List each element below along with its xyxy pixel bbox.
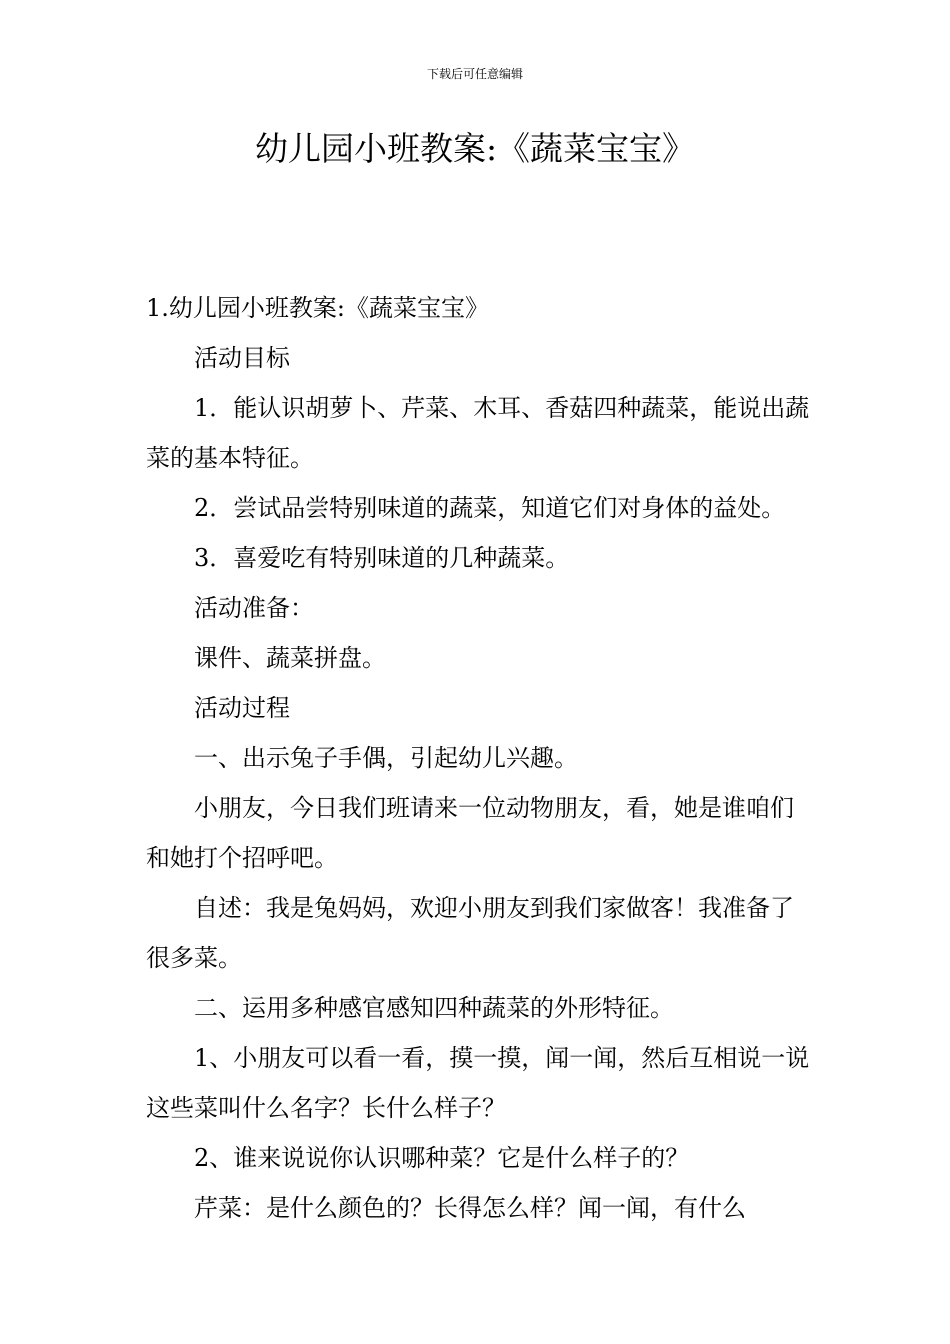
paragraph-goals-heading: 活动目标 — [194, 344, 290, 372]
paragraph-step-1: 一、出示兔子手偶，引起幼儿兴趣。 — [194, 744, 578, 772]
paragraph-step-1-speech: 小朋友，今日我们班请来一位动物朋友，看，她是谁咱们和她打个招呼吧。 — [146, 794, 794, 872]
paragraph-goal-2: 2．尝试品尝特别味道的蔬菜，知道它们对身体的益处。 — [194, 494, 786, 522]
paragraph-lesson-heading: 1.幼儿园小班教案:《蔬菜宝宝》 — [146, 294, 489, 322]
header-note: 下载后可任意编辑 — [426, 67, 523, 81]
paragraph-celery: 芹菜：是什么颜色的？长得怎么样？闻一闻，有什么 — [194, 1194, 746, 1222]
paragraph-prep-items: 课件、蔬菜拼盘。 — [194, 644, 386, 672]
document-title: 幼儿园小班教案:《蔬菜宝宝》 — [254, 129, 696, 168]
paragraph-prep-heading: 活动准备： — [194, 594, 314, 622]
paragraph-step-2-2: 2、谁来说说你认识哪种菜？它是什么样子的？ — [194, 1144, 690, 1172]
paragraph-step-2: 二、运用多种感官感知四种蔬菜的外形特征。 — [194, 994, 674, 1022]
paragraph-step-2-1: 1、小朋友可以看一看，摸一摸，闻一闻，然后互相说一说这些菜叫什么名字？长什么样子？ — [146, 1044, 810, 1122]
paragraph-process-heading: 活动过程 — [194, 694, 290, 722]
paragraph-goal-3: 3．喜爱吃有特别味道的几种蔬菜。 — [194, 544, 570, 572]
paragraph-goal-1: 1．能认识胡萝卜、芹菜、木耳、香菇四种蔬菜，能说出蔬菜的基本特征。 — [146, 394, 810, 472]
paragraph-step-1-intro: 自述：我是兔妈妈，欢迎小朋友到我们家做客！我准备了很多菜。 — [146, 894, 794, 972]
document-body — [146, 283, 810, 1233]
